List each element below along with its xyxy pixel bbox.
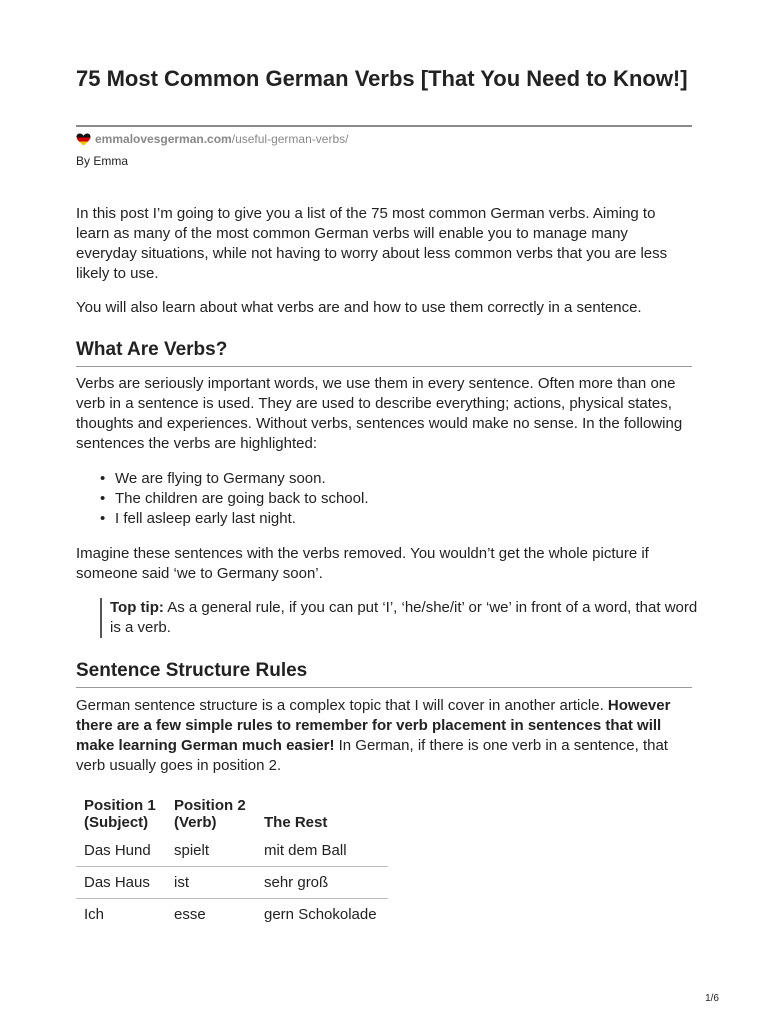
structure-paragraph bbox=[76, 696, 692, 776]
table-cell: Ich bbox=[76, 899, 166, 931]
author-byline: By Emma bbox=[76, 154, 129, 168]
column-header-the-rest bbox=[256, 793, 388, 835]
list-item: • We are flying to Germany soon. bbox=[76, 469, 692, 489]
example-sentence-list bbox=[76, 469, 692, 529]
intro-paragraph-2: You will also learn about what verbs are and how to use them correctly in a sentence. bbox=[76, 299, 642, 316]
top-tip-text: As a general rule, if you can put ‘I’, ‘he/she/it’ or ‘we’ in front of a word, that word is a verb. bbox=[110, 599, 698, 636]
structure-text-start: German sentence structure is a complex topic that I will cover in another article. bbox=[76, 697, 608, 714]
table-cell: Das Haus bbox=[76, 867, 166, 899]
article-title: 75 Most Common German Verbs [That You Need to Know!] bbox=[76, 66, 688, 91]
table-row bbox=[76, 835, 388, 867]
table-header-row bbox=[76, 793, 388, 835]
table-row bbox=[76, 899, 388, 931]
table-cell: sehr groß bbox=[256, 867, 388, 899]
source-line bbox=[76, 131, 348, 147]
header-text: The Rest bbox=[264, 814, 328, 831]
structure-text-end: In German, if there is one verb in a sentence, that verb usually goes in position 2. bbox=[76, 737, 668, 774]
table-cell: esse bbox=[166, 899, 256, 931]
table-cell: spielt bbox=[174, 842, 210, 859]
column-header-position-1 bbox=[76, 793, 166, 835]
top-tip-callout bbox=[100, 598, 700, 638]
section-heading-verbs: What Are Verbs? bbox=[76, 339, 228, 360]
source-path: /useful-german-verbs/ bbox=[231, 132, 349, 146]
page-number: 1/6 bbox=[705, 993, 719, 1004]
table-cell: Das Hund bbox=[84, 842, 151, 859]
section-heading-structure: Sentence Structure Rules bbox=[76, 660, 308, 681]
list-item: • The children are going back to school. bbox=[76, 489, 692, 509]
table-row bbox=[76, 867, 388, 899]
title-divider bbox=[76, 125, 692, 127]
verbs-paragraph-1: Verbs are seriously important words, we use them in every sentence. Often more than one verb in a sentence is used. They are used to describe everything; actions, physical states, thoughts and experiences. Without verbs, sentences would make no sense. In the following sentences the verbs are highlighted: bbox=[76, 375, 683, 452]
verb-position-table bbox=[76, 793, 388, 930]
table-cell: ist bbox=[166, 867, 256, 899]
table-cell: gern Schokolade bbox=[256, 899, 388, 931]
source-domain-link[interactable]: emmalovesgerman.com bbox=[95, 132, 232, 146]
table-cell: mit dem Ball bbox=[264, 842, 347, 859]
section-divider-structure bbox=[76, 687, 692, 688]
header-text: Position 2 (Verb) bbox=[174, 797, 246, 831]
verbs-paragraph-2: Imagine these sentences with the verbs removed. You wouldn’t get the whole picture if someone said ‘we to Germany soon’. bbox=[76, 545, 649, 582]
column-header-position-2 bbox=[166, 793, 256, 835]
intro-paragraph-1: In this post I’m going to give you a list of the 75 most common German verbs. Aiming to learn as many of the most common German verbs will enable you to manage many everyday situations, while not having to worry about less common verbs that you are less likely to use. bbox=[76, 205, 668, 282]
section-divider-verbs bbox=[76, 366, 692, 367]
list-item: • I fell asleep early last night. bbox=[76, 509, 692, 529]
structure-text-bold: However there are a few simple rules to remember for verb placement in sentences that will make learning German much easier! bbox=[76, 697, 671, 754]
header-text: Position 1 (Subject) bbox=[84, 797, 156, 831]
top-tip-label: Top tip: bbox=[110, 599, 164, 616]
german-heart-icon bbox=[76, 133, 91, 146]
